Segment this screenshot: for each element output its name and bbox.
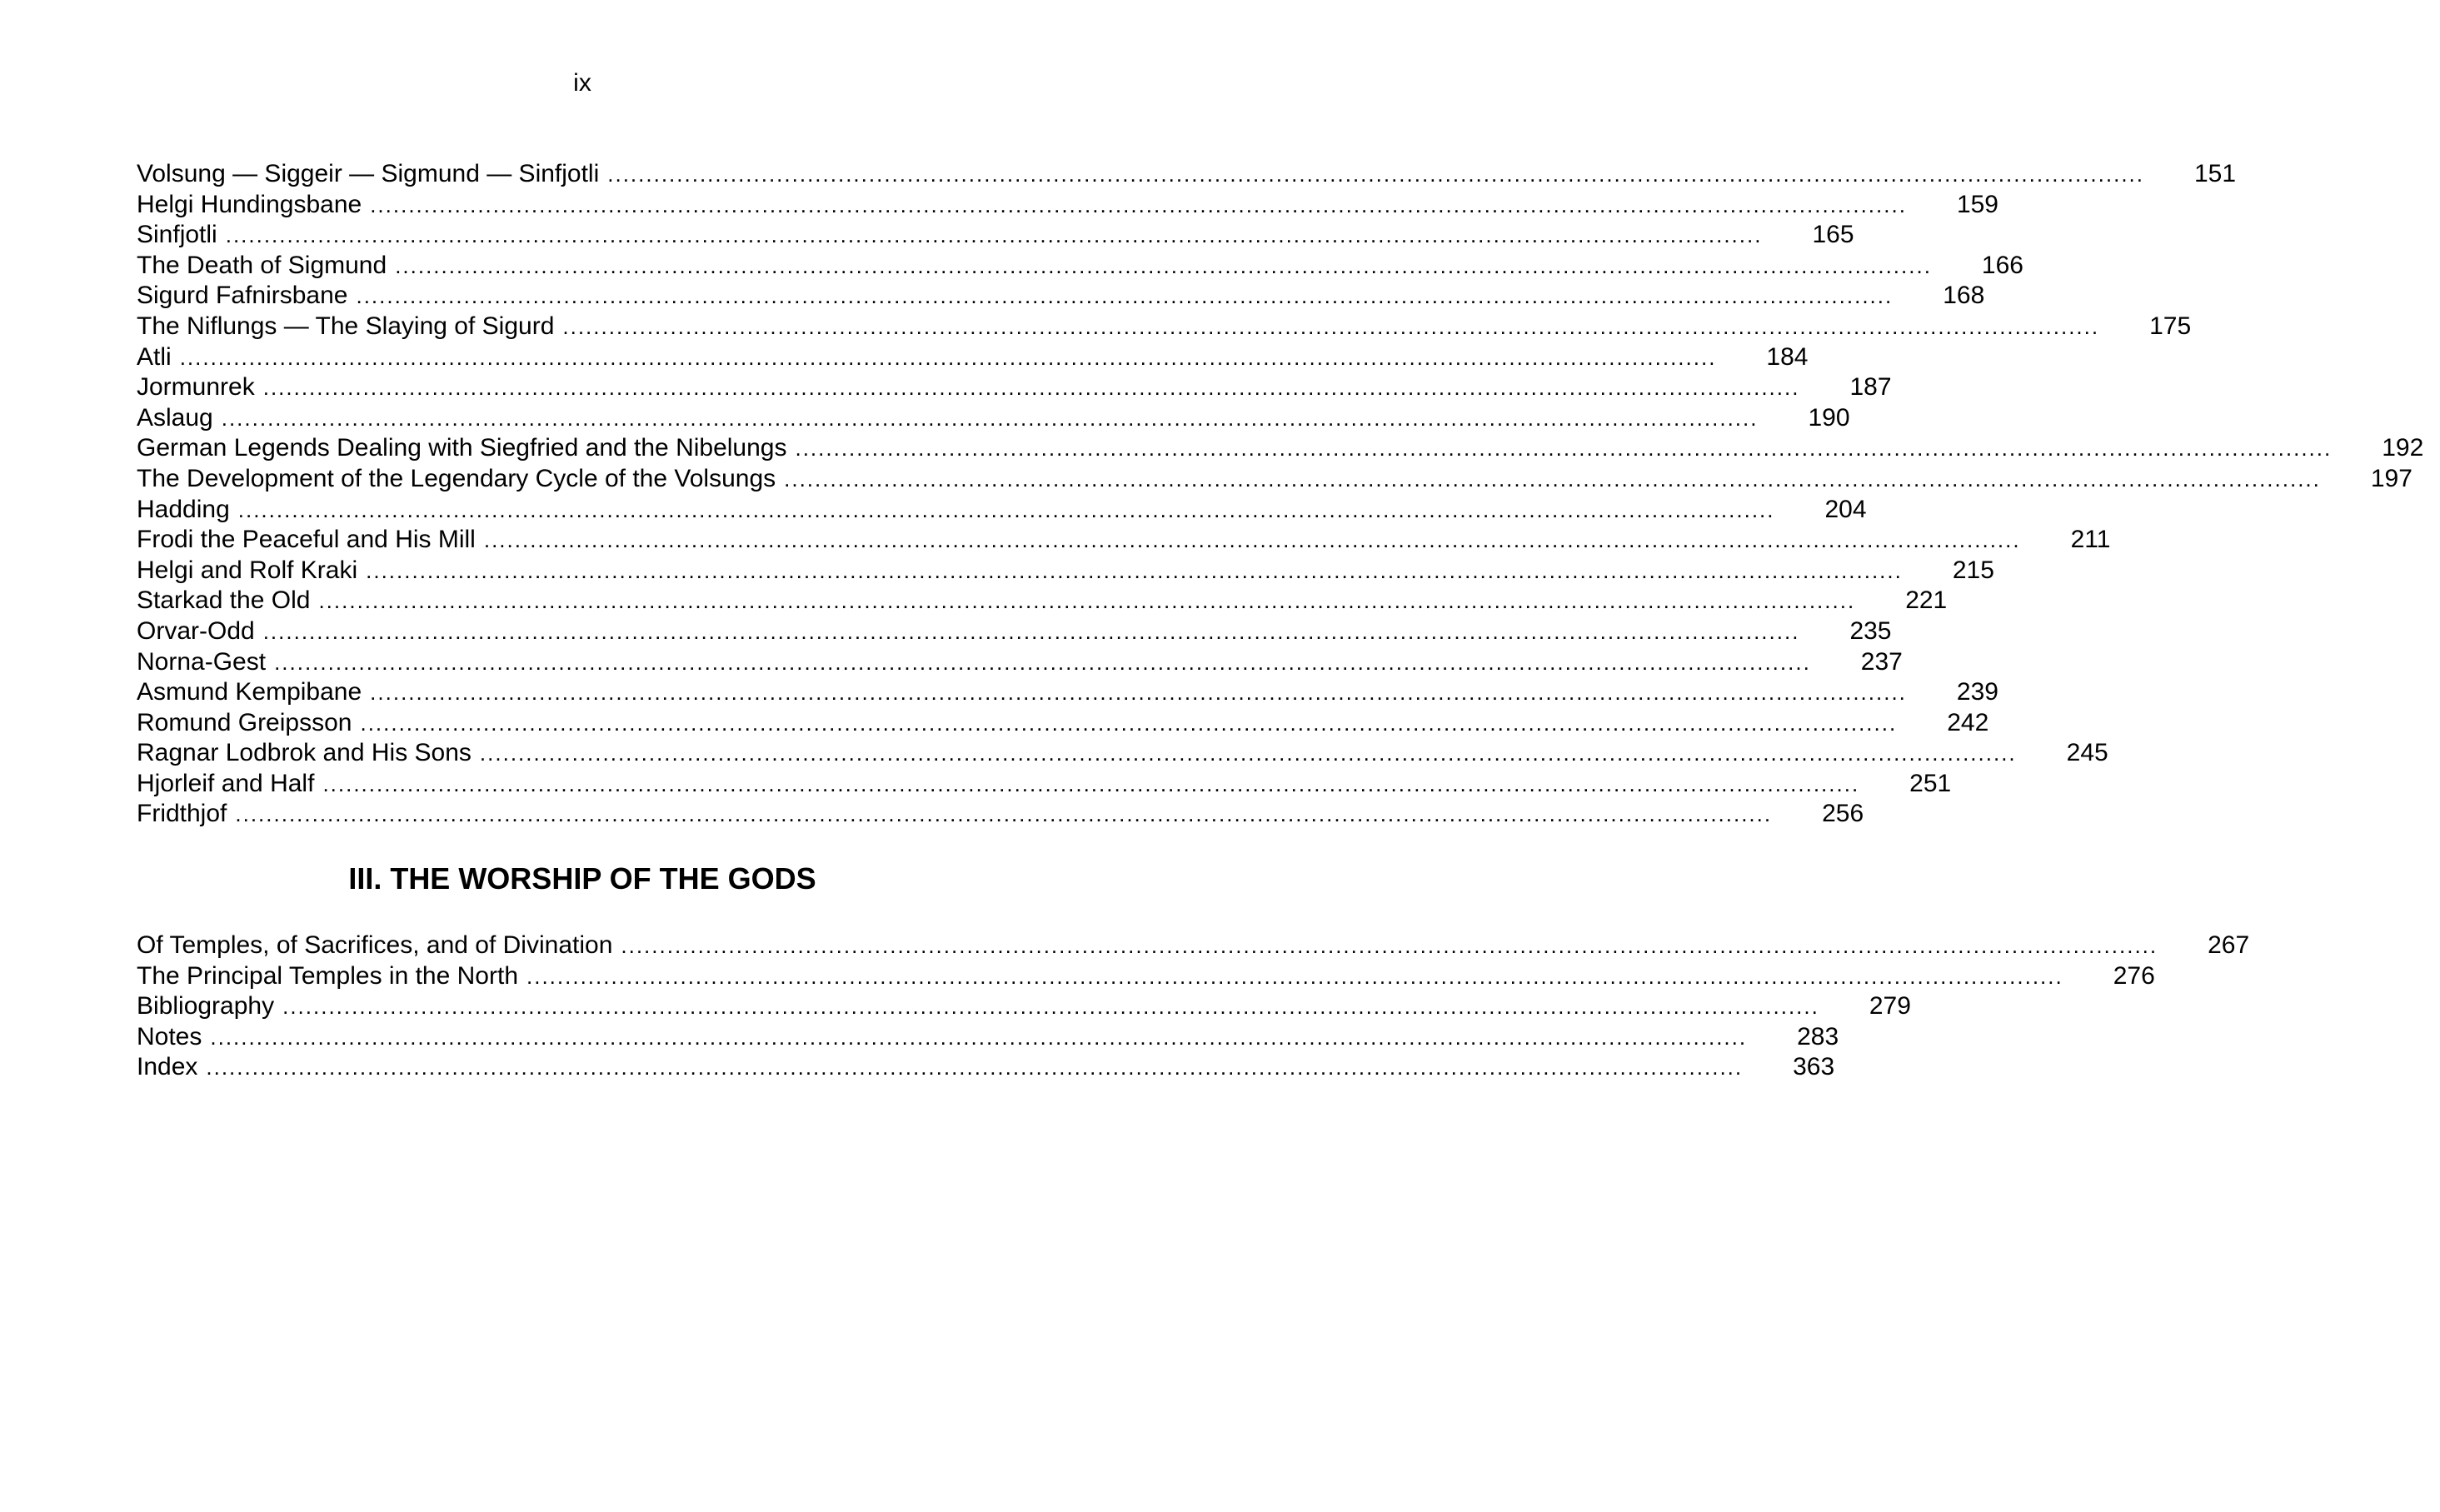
toc-entry[interactable] [137, 991, 1911, 1022]
toc-entry-page: 204 [1824, 495, 1867, 523]
toc-entry-page: 151 [2194, 160, 2237, 187]
toc-entry-title: Jormunrek [137, 373, 255, 402]
toc-entry-title: Frodi the Peaceful and His Mill [137, 526, 476, 554]
toc-entry-page: 159 [1956, 190, 1998, 218]
toc-entry-title: Helgi Hundingsbane [137, 190, 362, 218]
toc-entry[interactable] [137, 525, 2111, 556]
toc-entry-page: 187 [1849, 373, 1892, 402]
toc-entry[interactable] [137, 190, 1998, 221]
toc-entry-title: Starkad the Old [137, 586, 311, 615]
toc-entry[interactable] [137, 769, 1952, 800]
toc-entry[interactable] [137, 931, 2250, 961]
dot-leader [360, 708, 1897, 739]
dot-leader [263, 616, 1800, 647]
toc-list-legends [137, 159, 2424, 830]
dot-leader [562, 312, 2099, 342]
toc-entry-title: The Niflungs — The Slaying of Sigurd [137, 312, 555, 340]
toc-entry-title: Orvar-Odd [137, 616, 255, 645]
toc-entry[interactable] [137, 616, 1892, 647]
toc-entry-page: 237 [1860, 647, 1903, 676]
toc-entry-title: Of Temples, of Sacrifices, and of Divination [137, 931, 613, 959]
dot-leader [263, 372, 1800, 403]
dot-leader [621, 931, 2158, 961]
toc-list-worship [137, 931, 2250, 1083]
dot-leader [356, 281, 1893, 312]
dot-leader [395, 251, 1932, 282]
toc-entry[interactable] [137, 1022, 1839, 1053]
toc-entry-page: 363 [1793, 1053, 1835, 1081]
toc-entry-title: Atli [137, 342, 172, 371]
toc-entry-title: Sigurd Fafnirsbane [137, 282, 348, 310]
dot-leader [274, 647, 1811, 678]
toc-entry[interactable] [137, 464, 2413, 495]
toc-entry[interactable] [137, 647, 1903, 678]
toc-entry[interactable] [137, 312, 2192, 342]
toc-entry-page: 239 [1956, 678, 1998, 706]
toc-entry-page: 197 [2370, 464, 2413, 492]
toc-entry-title: Fridthjof [137, 800, 227, 828]
toc-entry-page: 256 [1822, 800, 1864, 828]
toc-entry-title: The Principal Temples in the North [137, 961, 518, 990]
toc-entry[interactable] [137, 708, 1989, 739]
toc-entry-page: 190 [1808, 403, 1850, 432]
dot-leader [607, 159, 2144, 190]
part-heading: III. THE WORSHIP OF THE GODS [348, 861, 816, 896]
toc-entry-title: Hjorleif and Half [137, 769, 315, 797]
toc-entry-title: Bibliography [137, 992, 275, 1020]
toc-entry-title: Volsung — Siggeir — Sigmund — Sinfjotli [137, 160, 600, 187]
toc-entry-page: 184 [1766, 342, 1809, 371]
toc-entry-page: 168 [1943, 282, 1985, 310]
toc-entry-title: German Legends Dealing with Siegfried and the Nibelungs [137, 434, 787, 462]
toc-entry-page: 211 [2070, 526, 2111, 554]
toc-entry[interactable] [137, 372, 1892, 403]
dot-leader [210, 1022, 1747, 1053]
toc-entry[interactable] [137, 1052, 1835, 1083]
toc-entry[interactable] [137, 677, 1998, 708]
toc-entry-title: Hadding [137, 495, 230, 523]
dot-leader [238, 495, 1775, 526]
toc-entry[interactable] [137, 403, 1850, 434]
dot-leader [795, 433, 2332, 464]
dot-leader [370, 190, 1907, 221]
toc-entry[interactable] [137, 586, 1948, 616]
dot-leader [222, 403, 1759, 434]
toc-entry-page: 245 [2066, 739, 2108, 767]
dot-leader [282, 991, 1819, 1022]
toc-entry-page: 192 [2382, 434, 2424, 462]
toc-entry-title: Index [137, 1053, 198, 1081]
toc-entry-title: Asmund Kempibane [137, 678, 362, 706]
toc-entry[interactable] [137, 433, 2424, 464]
toc-entry-page: 166 [1981, 251, 2023, 279]
toc-entry-title: Ragnar Lodbrok and His Sons [137, 739, 472, 767]
toc-entry[interactable] [137, 961, 2155, 992]
dot-leader [235, 799, 1772, 830]
toc-entry-title: Sinfjotli [137, 221, 217, 249]
dot-leader [318, 586, 1855, 616]
dot-leader [480, 738, 2017, 769]
toc-entry-title: Notes [137, 1022, 202, 1050]
dot-leader [484, 525, 2021, 556]
toc-entry-title: Helgi and Rolf Kraki [137, 556, 358, 584]
toc-entry[interactable] [137, 281, 1985, 312]
toc-entry-title: Aslaug [137, 403, 213, 432]
toc-entry[interactable] [137, 799, 1864, 830]
dot-leader [370, 677, 1907, 708]
toc-entry-page: 267 [2208, 931, 2250, 959]
toc-entry-title: Norna-Gest [137, 647, 267, 676]
toc-entry-page: 165 [1812, 221, 1854, 249]
dot-leader [180, 342, 1717, 373]
toc-entry-page: 235 [1849, 616, 1892, 645]
toc-entry-page: 175 [2149, 312, 2192, 340]
toc-entry[interactable] [137, 220, 1854, 251]
dot-leader [366, 556, 1903, 586]
toc-entry-page: 215 [1952, 556, 1994, 584]
toc-entry[interactable] [137, 251, 2023, 282]
dot-leader [322, 769, 1859, 800]
toc-entry[interactable] [137, 556, 1994, 586]
toc-entry-title: The Death of Sigmund [137, 251, 387, 279]
toc-entry[interactable] [137, 495, 1867, 526]
page-number: ix [573, 69, 591, 97]
toc-entry-title: Romund Greipsson [137, 708, 352, 736]
toc-entry-page: 276 [2113, 961, 2155, 990]
toc-entry-page: 251 [1909, 769, 1952, 797]
dot-leader [226, 220, 1763, 251]
toc-entry[interactable] [137, 159, 2237, 190]
toc-entry[interactable] [137, 342, 1809, 373]
toc-entry-title: The Development of the Legendary Cycle of the Volsungs [137, 464, 776, 492]
toc-entry-page: 283 [1797, 1022, 1839, 1050]
toc-entry-page: 221 [1905, 586, 1948, 615]
toc-entry[interactable] [137, 738, 2108, 769]
dot-leader [784, 464, 2321, 495]
dot-leader [526, 961, 2063, 992]
toc-entry-page: 242 [1947, 708, 1989, 736]
dot-leader [206, 1052, 1743, 1083]
toc-entry-page: 279 [1869, 992, 1911, 1020]
